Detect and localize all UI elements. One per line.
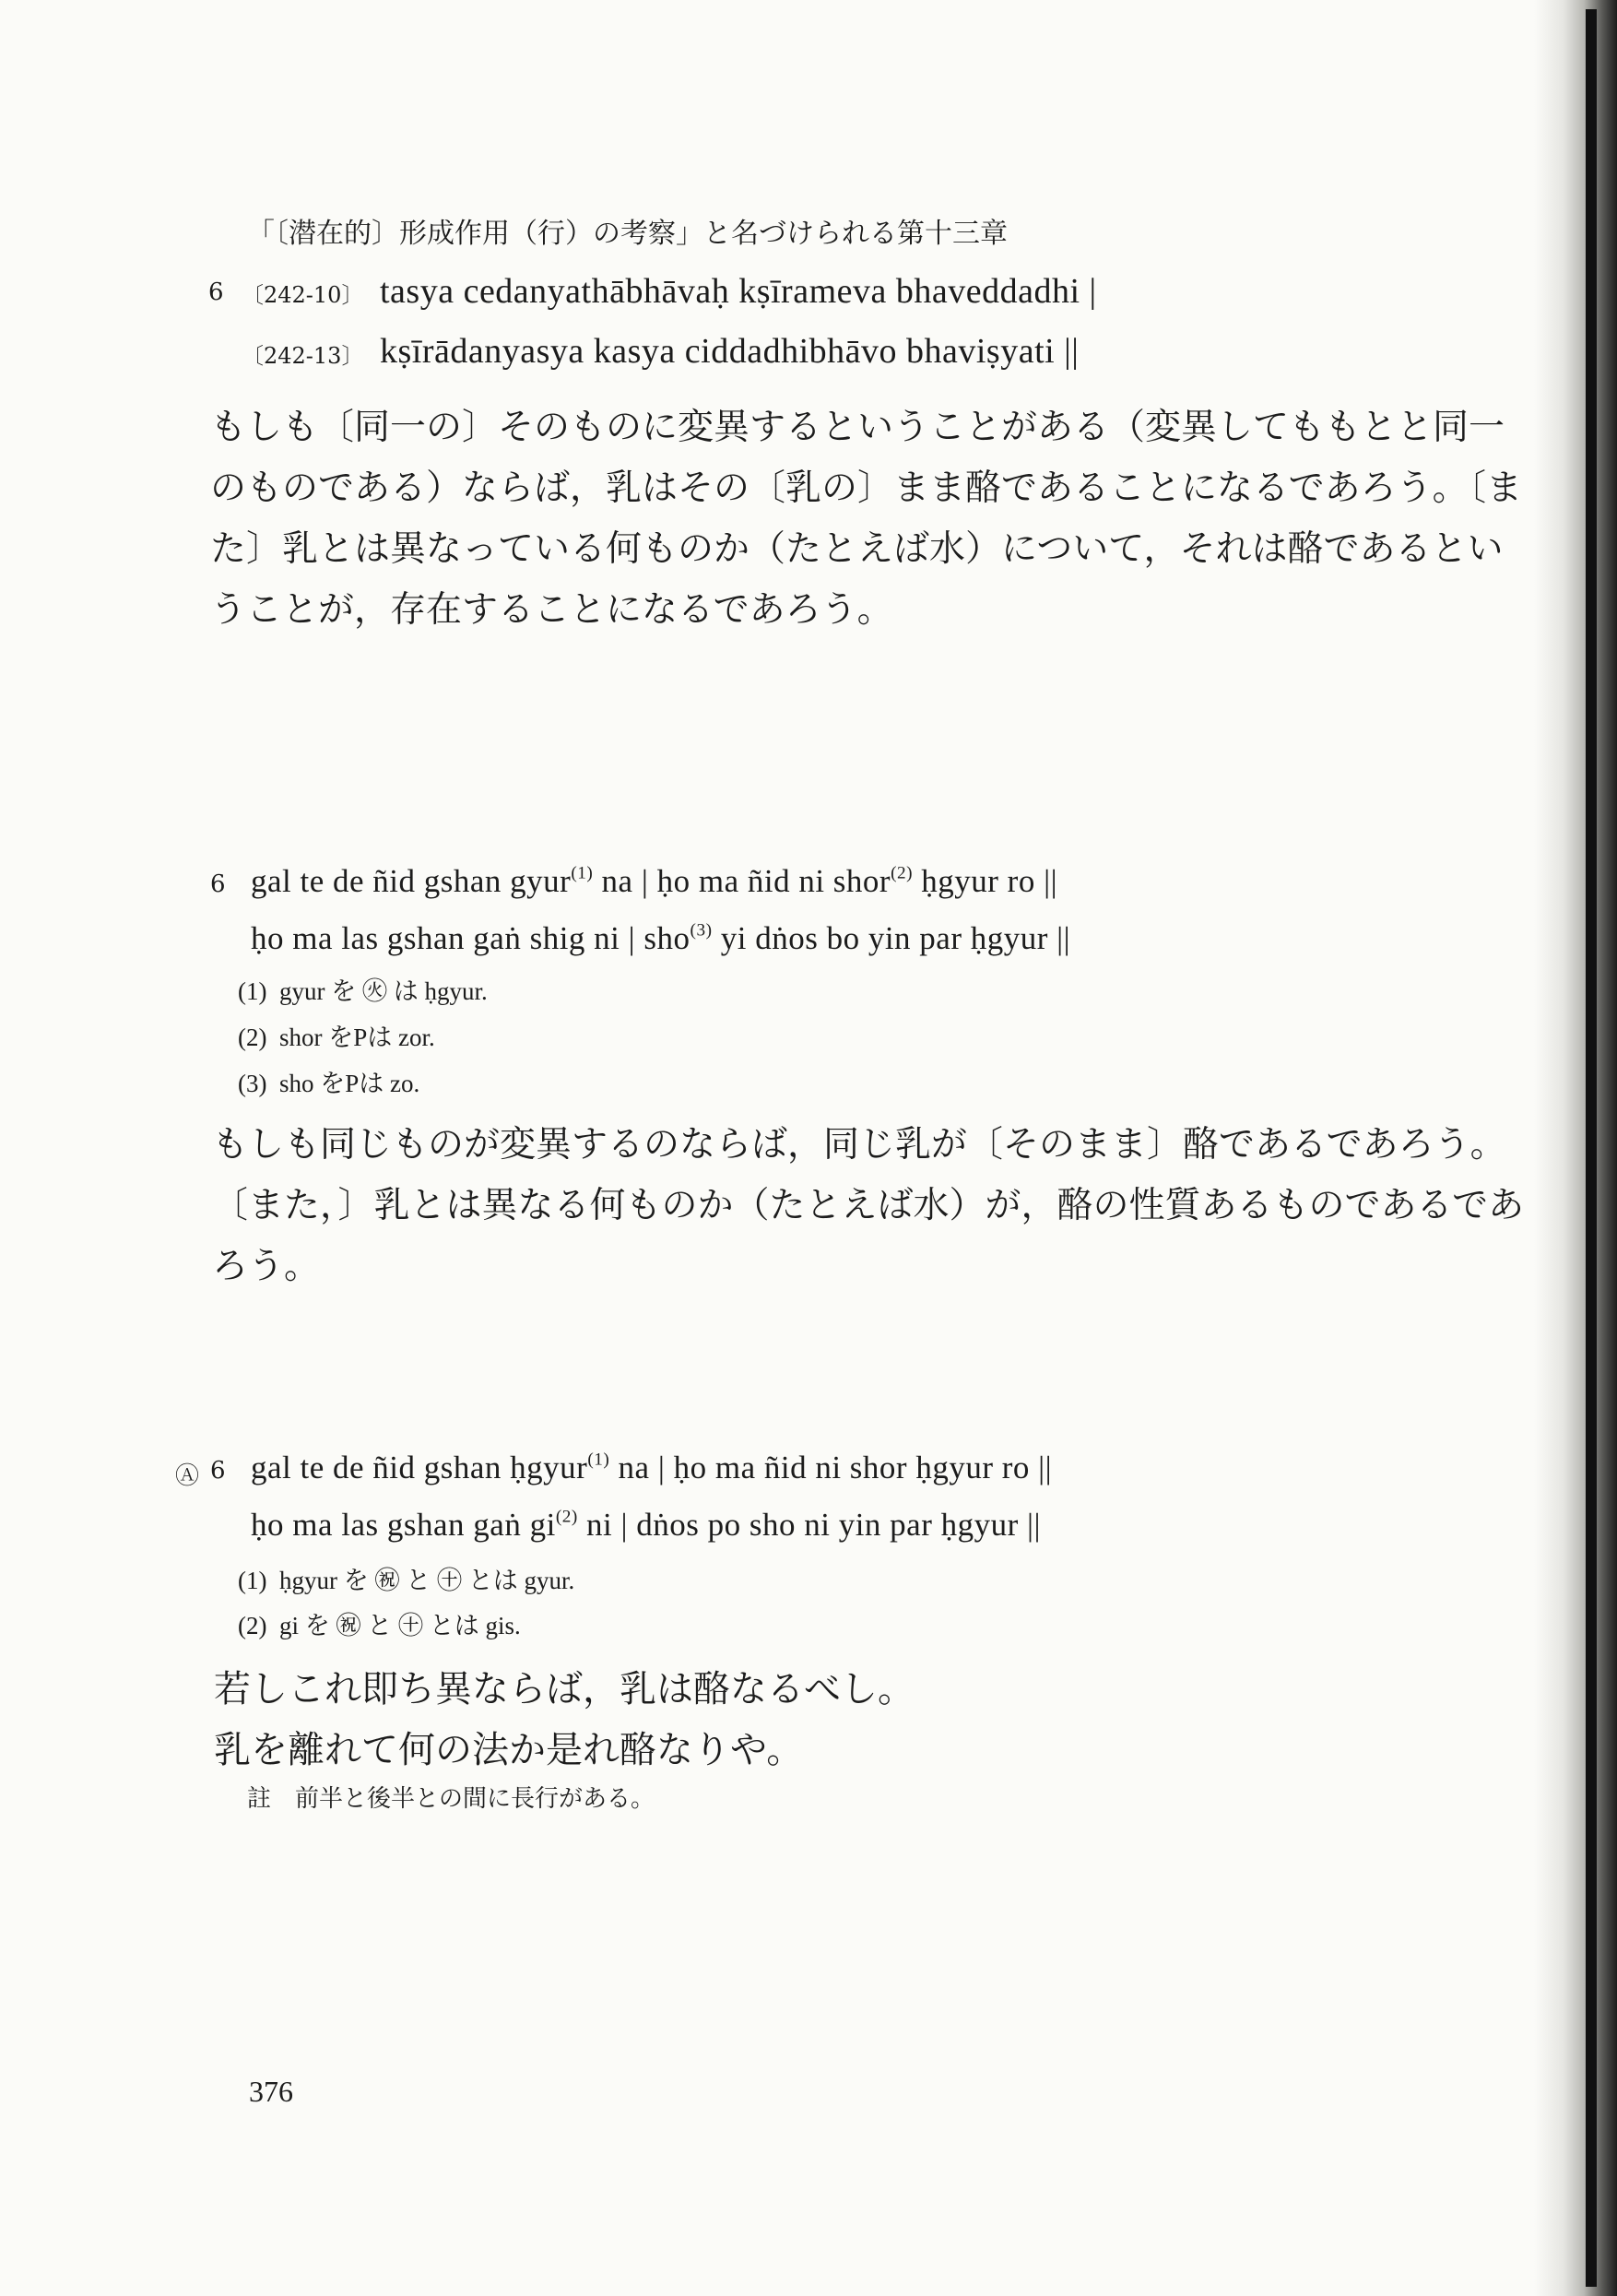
page-header: 「〔潜在的〕形成作用（行）の考察」と名づけられる第十三章 (247, 218, 1008, 250)
footnote: (1) ḥgyur を ㊗ と ㊉ とは gyur. (238, 1567, 575, 1594)
sanskrit-line: kṣīrādanyasya kasya ciddadhibhāvo bhaviṣyati || (380, 332, 1080, 371)
translation-line: 〔また，〕乳とは異なる何ものか（たとえば水）が，酪の性質あるものであるであ (212, 1185, 1525, 1226)
translation-line: うことが，存在することになるであろう。 (210, 589, 893, 631)
book-spine-shadow (1534, 0, 1617, 2296)
tibetan-line: gal te de ñid gshan ḥgyur$^{(1)}$ na | ḥo ma ñid ni shor ḥgyur ro || (251, 1450, 1053, 1485)
translation-line: もしも〔同一の〕そのものに変異するということがある（変異してももとと同一 (210, 407, 1505, 448)
translation-line: ろう。 (212, 1246, 321, 1287)
page-number: 376 (249, 2075, 293, 2108)
tibetan-line: gal te de ñid gshan gyur$^{(1)}$ na | ḥo ma ñid ni shor$^{(2)}$ ḥgyur ro || (251, 863, 1058, 899)
verse-number: 6 (210, 1457, 226, 1485)
tibetan-line: ḥo ma las gshan gaṅ $gi^{(2)}$ ni | dṅos po sho ni yin par ḥgyur || (251, 1507, 1042, 1543)
footnote-marker: (2) (891, 863, 914, 883)
verse-ref: 〔242-13〕 (242, 343, 364, 369)
footnote-marker: (2) (555, 1507, 578, 1527)
tibetan-line: ḥo ma las gshan gaṅ shig ni | sho$^{(3)}$ yi dṅos bo yin par ḥgyur || (251, 920, 1071, 956)
book-spine-edge (1586, 9, 1597, 2287)
verse-number: 6 (210, 870, 226, 898)
translation-line: もしも同じものが変異するのならば，同じ乳が〔そのまま〕酪であるであろう。 (212, 1124, 1506, 1166)
circled-a-icon: Ⓐ (175, 1462, 200, 1490)
footnote: (2) shor をPは zor. (238, 1024, 435, 1051)
footnote: (2) gi を ㊗ と ㊉ とは gis. (238, 1612, 521, 1639)
note-label: 註 (247, 1785, 272, 1813)
note-text: 前半と後半との間に長行がある。 (295, 1785, 655, 1813)
verse-ref: 〔242-10〕 (242, 282, 364, 308)
footnote: (1) gyur を ㊋ は ḥgyur. (238, 977, 488, 1005)
footnote-marker: (3) (690, 920, 713, 941)
sanskrit-line: tasya cedanyathābhāvaḥ kṣīrameva bhaveddadhi | (380, 272, 1097, 311)
chinese-line: 乳を離れて何の法か是れ酪なりや。 (214, 1729, 804, 1771)
verse-number: 6 (208, 278, 224, 306)
footnote: (3) sho をPは zo. (238, 1070, 420, 1097)
translation-line: のものである）ならば，乳はその〔乳の〕まま酪であることになるであろう。〔ま (210, 467, 1523, 509)
footnote-marker: (1) (587, 1450, 610, 1470)
chinese-line: 若しこれ即ち異ならば，乳は酪なるべし。 (214, 1668, 915, 1710)
footnote-marker: (1) (571, 863, 594, 883)
translation-line: た〕乳とは異なっている何ものか（たとえば水）について，それは酪であるとい (210, 528, 1504, 570)
